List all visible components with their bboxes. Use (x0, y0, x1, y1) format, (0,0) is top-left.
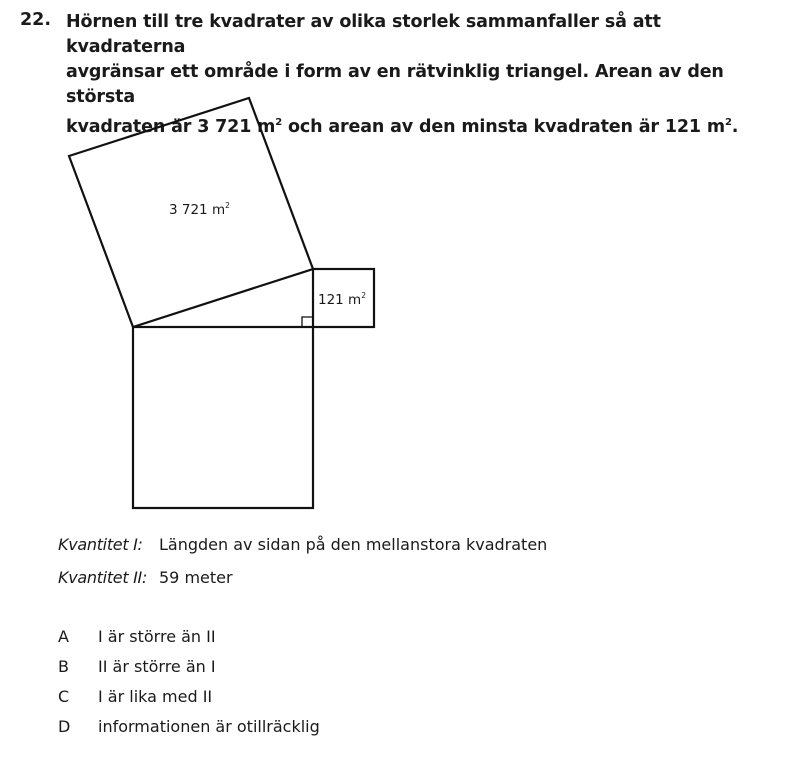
quantity-2 (58, 568, 233, 588)
large-square-label: 3 721 $m^2$ (169, 201, 230, 218)
quantity-1 (58, 535, 547, 555)
option-d[interactable] (58, 717, 320, 737)
option-letter: C (58, 687, 70, 706)
option-letter: A (58, 627, 69, 646)
middle-square (133, 327, 313, 508)
quantity-1-value: Längden av sidan på den mellanstora kvadraten (159, 535, 548, 554)
superscript: 2 (724, 117, 732, 128)
quantity-2-label: Kvantitet II: (58, 568, 148, 587)
option-text: I är större än II (98, 627, 216, 646)
quantity-2-value: 59 meter (159, 568, 233, 587)
question-number: 22. (20, 10, 52, 30)
small-square-label: 121 $m^2$ (318, 291, 366, 308)
superscript: 2 (275, 117, 283, 128)
question-line-3-end: . (731, 117, 739, 137)
option-text: informationen är otillräcklig (98, 717, 320, 736)
option-letter: D (58, 717, 71, 736)
question-line-1: Hörnen till tre kvadrater av olika storlek sammanfaller så att kvadraterna (66, 12, 661, 57)
quantity-1-label: Kvantitet I: (58, 535, 143, 554)
question-line-2: avgränsar ett område i form av en rätvinklig triangel. Arean av den största (66, 62, 724, 107)
question-line-3-part-1: kvadraten är 3 721 m (66, 117, 276, 137)
option-b[interactable] (58, 657, 216, 677)
option-text: II är större än I (98, 657, 216, 676)
right-angle-marker (302, 317, 313, 327)
option-c[interactable] (58, 687, 212, 707)
option-text: I är lika med II (98, 687, 213, 706)
question-line-3-part-2: och arean av den minsta kvadraten är 121 m (282, 117, 725, 137)
option-letter: B (58, 657, 69, 676)
option-a[interactable] (58, 627, 216, 647)
